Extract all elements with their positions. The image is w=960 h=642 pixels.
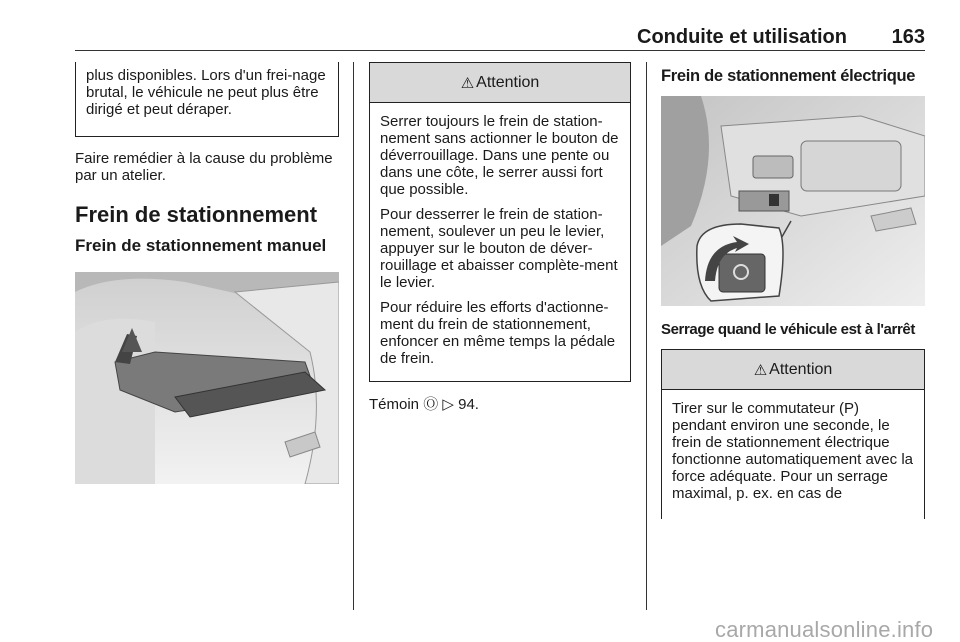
temoin-text: Témoin [369, 396, 420, 413]
warning-header [370, 63, 630, 103]
warning-header-electric [662, 350, 924, 390]
warning-paragraph-3: Pour réduire les efforts d'actionne-ment du frein de stationnement, enfoncer en même temps la pédale de frein. [380, 299, 616, 367]
electric-brake-heading: Frein de stationnement électrique [661, 67, 916, 85]
column-1 [75, 62, 339, 484]
continued-warning-text: plus disponibles. Lors d'un frei-nage brutal, le véhicule ne peut plus être dirigé et peut déraper. [86, 67, 326, 118]
warning-paragraph-2: Pour desserrer le frein de station-nement, soulever un peu le levier, appuyer sur le bouton de déver-rouillage et abaisser complète-ment le levier. [380, 206, 618, 291]
temoin-page: 94. [458, 396, 479, 413]
warning-box-manual-brake [369, 62, 631, 382]
header-rule [75, 50, 925, 51]
column-divider-left [353, 62, 354, 610]
page-header [75, 26, 925, 50]
page-reference-arrow-icon: ▷ [442, 396, 454, 413]
subsection-heading: Frein de stationnement manuel [75, 236, 327, 255]
stopped-vehicle-heading: Serrage quand le véhicule est à l'arrêt [661, 321, 915, 338]
column-2 [369, 62, 631, 413]
warning-triangle-icon: ⚠ [460, 74, 475, 92]
warning-box-electric-brake [661, 349, 925, 519]
warning-paragraph-1: Serrer toujours le frein de station-nement sans actionner le bouton de déverrouillage. Dans une pente ou dans une côte, le serrer aussi fort que possible. [380, 113, 619, 198]
repair-paragraph: Faire remédier à la cause du problème par un atelier. [75, 150, 333, 184]
warning-label-electric: Attention [769, 360, 833, 378]
manual-parking-brake-image [75, 272, 339, 484]
column-3 [661, 66, 925, 519]
watermark: carmanualsonline.info [715, 617, 934, 642]
page-title: Conduite et utilisation [637, 26, 847, 48]
warning-label: Attention [476, 73, 540, 91]
page-number: 163 [891, 26, 925, 48]
brake-warning-icon: Ⓞ [423, 396, 439, 413]
section-heading: Frein de stationnement [75, 202, 318, 227]
parking-brake-lever-illustration [75, 272, 339, 484]
electric-parking-brake-image [661, 96, 925, 306]
electric-brake-switch-illustration [661, 96, 925, 306]
warning-body-electric [662, 390, 924, 510]
warning-body [370, 103, 630, 375]
warning-paragraph-electric: Tirer sur le commutateur (P) pendant environ une seconde, le frein de stationnement électrique fonctionne automatiquement avec la force adéquate. Pour un serrage maximal, p. ex. en cas de [672, 400, 913, 502]
column-divider-right [646, 62, 647, 610]
warning-triangle-icon: ⚠ [753, 361, 768, 379]
continued-warning-box [75, 62, 339, 137]
temoin-reference [369, 396, 631, 413]
